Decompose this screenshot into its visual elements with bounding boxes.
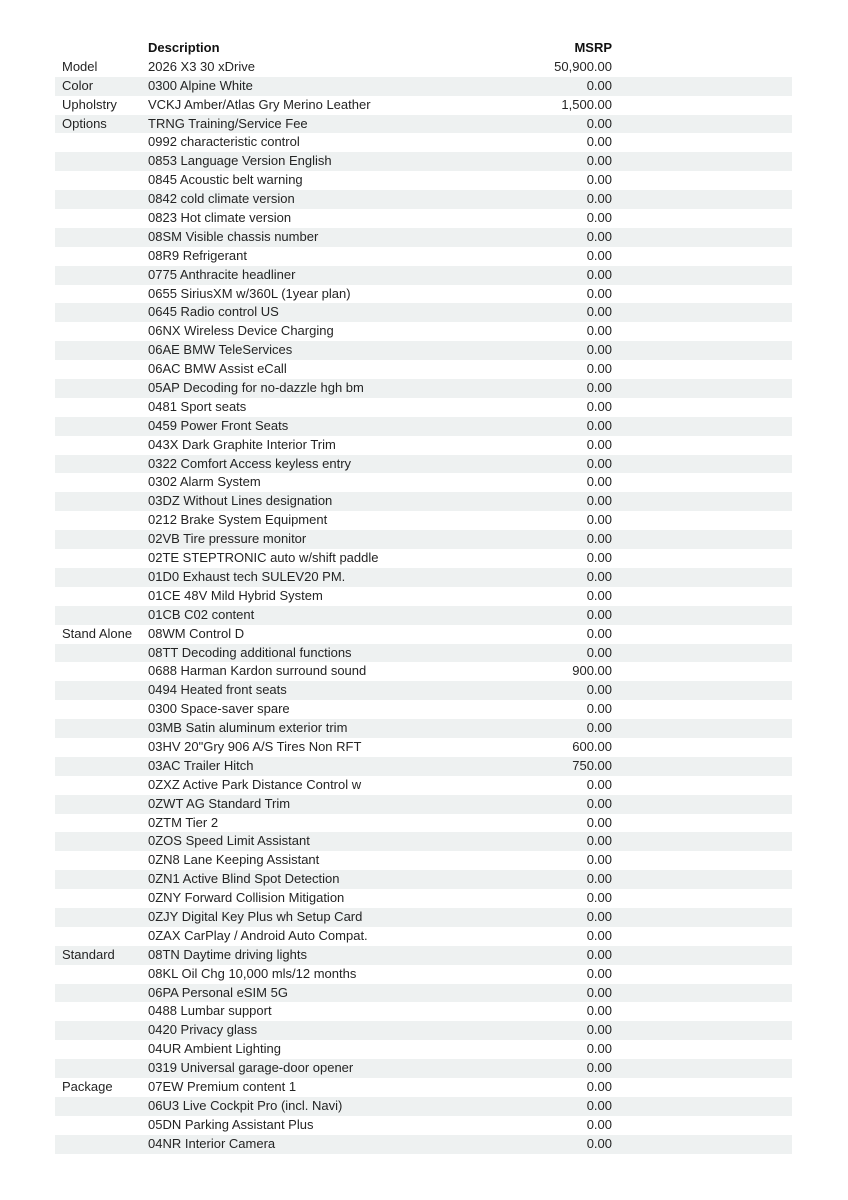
table-row [55, 700, 792, 719]
msrp-cell: 0.00 [586, 965, 612, 981]
table-row [55, 1059, 792, 1078]
msrp-cell: 0.00 [586, 531, 612, 547]
description-cell: 0300 Alpine White [148, 77, 253, 93]
category-cell: Upholstry [62, 96, 117, 112]
msrp-cell: 0.00 [586, 1135, 612, 1151]
category-cell [55, 133, 148, 152]
table-row [55, 776, 792, 795]
row-spacer [612, 322, 792, 341]
msrp-cell: 0.00 [586, 417, 612, 433]
table-body [55, 58, 792, 1154]
table-row [55, 644, 792, 663]
table-row [55, 511, 792, 530]
msrp-cell: 0.00 [586, 134, 612, 150]
category-cell [55, 1097, 148, 1116]
row-spacer [612, 889, 792, 908]
msrp-cell: 0.00 [586, 1097, 612, 1113]
description-cell: 06PA Personal eSIM 5G [148, 984, 288, 1000]
category-cell [55, 549, 148, 568]
msrp-cell: 0.00 [586, 871, 612, 887]
category-cell [55, 870, 148, 889]
category-cell [55, 436, 148, 455]
row-spacer [612, 530, 792, 549]
msrp-cell: 0.00 [586, 852, 612, 868]
table-row [55, 1078, 792, 1097]
category-cell [55, 455, 148, 474]
table-row [55, 1097, 792, 1116]
msrp-cell: 0.00 [586, 606, 612, 622]
category-cell [55, 398, 148, 417]
description-cell: 02VB Tire pressure monitor [148, 531, 307, 547]
category-cell [55, 209, 148, 228]
row-spacer [612, 908, 792, 927]
row-spacer [612, 662, 792, 681]
description-cell: 0300 Space-saver spare [148, 701, 290, 717]
row-spacer [612, 77, 792, 96]
table-row [55, 1040, 792, 1059]
msrp-cell: 750.00 [572, 757, 612, 773]
description-cell: 0494 Heated front seats [148, 682, 287, 698]
row-spacer [612, 360, 792, 379]
table-row [55, 946, 792, 965]
description-cell: 0992 characteristic control [148, 134, 300, 150]
msrp-cell: 50,900.00 [554, 58, 612, 74]
description-cell: VCKJ Amber/Atlas Gry Merino Leather [148, 96, 371, 112]
description-cell: 07EW Premium content 1 [148, 1078, 297, 1094]
table-row [55, 171, 792, 190]
category-cell [55, 360, 148, 379]
row-spacer [612, 946, 792, 965]
row-spacer [612, 984, 792, 1003]
description-cell: 0655 SiriusXM w/360L (1year plan) [148, 285, 351, 301]
msrp-cell: 0.00 [586, 115, 612, 131]
msrp-cell: 0.00 [586, 153, 612, 169]
row-spacer [612, 341, 792, 360]
row-spacer [612, 1116, 792, 1135]
msrp-cell: 0.00 [586, 984, 612, 1000]
category-cell [55, 511, 148, 530]
description-cell: 08R9 Refrigerant [148, 247, 247, 263]
row-spacer [612, 209, 792, 228]
category-cell [55, 341, 148, 360]
description-cell: 03AC Trailer Hitch [148, 757, 254, 773]
table-row [55, 379, 792, 398]
description-cell: 0845 Acoustic belt warning [148, 172, 303, 188]
row-spacer [612, 492, 792, 511]
table-row [55, 889, 792, 908]
description-cell: 0823 Hot climate version [148, 210, 292, 226]
table-row [55, 455, 792, 474]
msrp-cell: 0.00 [586, 682, 612, 698]
msrp-cell: 0.00 [586, 228, 612, 244]
table-row [55, 662, 792, 681]
row-spacer [612, 776, 792, 795]
table-row [55, 152, 792, 171]
row-spacer [612, 398, 792, 417]
table-row [55, 266, 792, 285]
msrp-cell: 0.00 [586, 436, 612, 452]
table-row [55, 870, 792, 889]
row-spacer [612, 1097, 792, 1116]
category-cell [55, 247, 148, 266]
row-spacer [612, 587, 792, 606]
description-cell: 05AP Decoding for no-dazzle hgh bm [148, 380, 364, 396]
table-row [55, 322, 792, 341]
category-cell [55, 757, 148, 776]
row-spacer [612, 266, 792, 285]
msrp-cell: 1,500.00 [561, 96, 612, 112]
category-cell [55, 417, 148, 436]
table-row [55, 757, 792, 776]
description-cell: 04UR Ambient Lighting [148, 1041, 281, 1057]
row-spacer [612, 719, 792, 738]
category-cell [55, 832, 148, 851]
msrp-cell: 0.00 [586, 191, 612, 207]
category-cell [55, 1116, 148, 1135]
category-cell [55, 681, 148, 700]
table-row [55, 303, 792, 322]
category-cell [55, 568, 148, 587]
msrp-cell: 0.00 [586, 172, 612, 188]
row-spacer [612, 1059, 792, 1078]
msrp-cell: 0.00 [586, 323, 612, 339]
row-spacer [612, 285, 792, 304]
msrp-cell: 0.00 [586, 833, 612, 849]
category-cell [55, 1040, 148, 1059]
msrp-cell: 0.00 [586, 625, 612, 641]
msrp-cell: 0.00 [586, 550, 612, 566]
table-row [55, 681, 792, 700]
description-cell: 06NX Wireless Device Charging [148, 323, 334, 339]
table-row [55, 1116, 792, 1135]
table-row [55, 436, 792, 455]
msrp-cell: 0.00 [586, 587, 612, 603]
msrp-cell: 0.00 [586, 644, 612, 660]
table-row [55, 96, 792, 115]
row-spacer [612, 133, 792, 152]
row-spacer [612, 58, 792, 77]
msrp-cell: 0.00 [586, 304, 612, 320]
description-cell: 01D0 Exhaust tech SULEV20 PM. [148, 568, 346, 584]
msrp-cell: 0.00 [586, 512, 612, 528]
category-cell [55, 776, 148, 795]
description-cell: 0ZWT AG Standard Trim [148, 795, 291, 811]
msrp-cell: 0.00 [586, 1060, 612, 1076]
category-cell [55, 984, 148, 1003]
row-spacer [612, 965, 792, 984]
description-cell: 0ZNY Forward Collision Mitigation [148, 890, 345, 906]
pricing-table [55, 39, 792, 1154]
row-spacer [612, 1078, 792, 1097]
msrp-cell: 0.00 [586, 701, 612, 717]
category-cell [55, 266, 148, 285]
description-cell: 02TE STEPTRONIC auto w/shift paddle [148, 550, 379, 566]
category-cell [55, 927, 148, 946]
row-spacer [612, 738, 792, 757]
description-cell: 08TN Daytime driving lights [148, 946, 307, 962]
category-cell [55, 1135, 148, 1154]
description-cell: 0ZN8 Lane Keeping Assistant [148, 852, 320, 868]
header-spacer [612, 39, 792, 58]
table-row [55, 1021, 792, 1040]
category-cell [55, 965, 148, 984]
table-row [55, 927, 792, 946]
category-cell: Package [62, 1078, 113, 1094]
row-spacer [612, 152, 792, 171]
category-cell [55, 473, 148, 492]
description-cell: TRNG Training/Service Fee [148, 115, 308, 131]
row-spacer [612, 436, 792, 455]
row-spacer [612, 832, 792, 851]
row-spacer [612, 625, 792, 644]
description-cell: 05DN Parking Assistant Plus [148, 1116, 314, 1132]
msrp-cell: 0.00 [586, 210, 612, 226]
category-cell [55, 662, 148, 681]
table-row [55, 965, 792, 984]
row-spacer [612, 190, 792, 209]
row-spacer [612, 228, 792, 247]
msrp-cell: 0.00 [586, 927, 612, 943]
msrp-cell: 0.00 [586, 493, 612, 509]
category-cell [55, 322, 148, 341]
description-cell: 0775 Anthracite headliner [148, 266, 296, 282]
msrp-cell: 0.00 [586, 908, 612, 924]
table-row [55, 398, 792, 417]
category-cell [55, 303, 148, 322]
table-row [55, 473, 792, 492]
description-cell: 0ZAX CarPlay / Android Auto Compat. [148, 927, 368, 943]
row-spacer [612, 795, 792, 814]
description-cell: 08KL Oil Chg 10,000 mls/12 months [148, 965, 357, 981]
header-category-cell [55, 39, 148, 58]
table-row [55, 190, 792, 209]
category-cell [55, 152, 148, 171]
row-spacer [612, 870, 792, 889]
table-row [55, 58, 792, 77]
category-cell [55, 379, 148, 398]
header-msrp-cell: MSRP [574, 40, 612, 55]
row-spacer [612, 681, 792, 700]
description-cell: 0322 Comfort Access keyless entry [148, 455, 352, 471]
category-cell [55, 530, 148, 549]
row-spacer [612, 1002, 792, 1021]
msrp-cell: 0.00 [586, 1116, 612, 1132]
description-cell: 08SM Visible chassis number [148, 228, 319, 244]
table-row [55, 549, 792, 568]
description-cell: 03MB Satin aluminum exterior trim [148, 720, 348, 736]
description-cell: 01CE 48V Mild Hybrid System [148, 587, 323, 603]
category-cell [55, 795, 148, 814]
msrp-cell: 0.00 [586, 814, 612, 830]
description-cell: 01CB C02 content [148, 606, 255, 622]
table-row [55, 360, 792, 379]
table-row [55, 209, 792, 228]
category-cell [55, 190, 148, 209]
description-cell: 0842 cold climate version [148, 191, 295, 207]
category-cell [55, 606, 148, 625]
row-spacer [612, 927, 792, 946]
category-cell: Color [62, 77, 94, 93]
category-cell [55, 587, 148, 606]
row-spacer [612, 511, 792, 530]
msrp-cell: 0.00 [586, 455, 612, 471]
msrp-cell: 600.00 [572, 738, 612, 754]
table-row [55, 228, 792, 247]
description-cell: 08TT Decoding additional functions [148, 644, 352, 660]
row-spacer [612, 700, 792, 719]
description-cell: 0319 Universal garage-door opener [148, 1060, 354, 1076]
description-cell: 06U3 Live Cockpit Pro (incl. Navi) [148, 1097, 343, 1113]
row-spacer [612, 417, 792, 436]
row-spacer [612, 171, 792, 190]
msrp-cell: 0.00 [586, 1022, 612, 1038]
description-cell: 043X Dark Graphite Interior Trim [148, 436, 336, 452]
category-cell: Model [62, 58, 98, 74]
row-spacer [612, 455, 792, 474]
table-row [55, 606, 792, 625]
table-row [55, 738, 792, 757]
category-cell [55, 228, 148, 247]
msrp-cell: 0.00 [586, 1003, 612, 1019]
description-cell: 0ZTM Tier 2 [148, 814, 219, 830]
row-spacer [612, 568, 792, 587]
category-cell [55, 1002, 148, 1021]
table-row [55, 851, 792, 870]
description-cell: 0420 Privacy glass [148, 1022, 258, 1038]
category-cell [55, 889, 148, 908]
msrp-cell: 0.00 [586, 795, 612, 811]
description-cell: 2026 X3 30 xDrive [148, 58, 255, 74]
category-cell [55, 814, 148, 833]
category-cell [55, 285, 148, 304]
description-cell: 0488 Lumbar support [148, 1003, 272, 1019]
description-cell: 0212 Brake System Equipment [148, 512, 328, 528]
category-cell [55, 492, 148, 511]
category-cell [55, 908, 148, 927]
category-cell: Standard [62, 946, 115, 962]
table-header [55, 39, 792, 58]
row-spacer [612, 303, 792, 322]
description-cell: 06AE BMW TeleServices [148, 342, 293, 358]
row-spacer [612, 115, 792, 134]
table-row [55, 719, 792, 738]
description-cell: 03HV 20"Gry 906 A/S Tires Non RFT [148, 738, 362, 754]
row-spacer [612, 473, 792, 492]
description-cell: 0459 Power Front Seats [148, 417, 289, 433]
description-cell: 06AC BMW Assist eCall [148, 361, 287, 377]
table-row [55, 417, 792, 436]
category-cell [55, 851, 148, 870]
msrp-cell: 0.00 [586, 474, 612, 490]
category-cell [55, 738, 148, 757]
row-spacer [612, 549, 792, 568]
description-cell: 0481 Sport seats [148, 398, 247, 414]
table-row [55, 984, 792, 1003]
description-cell: 0645 Radio control US [148, 304, 279, 320]
table-row [55, 568, 792, 587]
msrp-cell: 0.00 [586, 720, 612, 736]
description-cell: 0ZXZ Active Park Distance Control w [148, 776, 362, 792]
msrp-cell: 0.00 [586, 77, 612, 93]
msrp-cell: 0.00 [586, 342, 612, 358]
table-row [55, 832, 792, 851]
table-row [55, 1002, 792, 1021]
row-spacer [612, 606, 792, 625]
table-row [55, 814, 792, 833]
table-row [55, 625, 792, 644]
row-spacer [612, 96, 792, 115]
description-cell: 0853 Language Version English [148, 153, 332, 169]
table-row [55, 587, 792, 606]
description-cell: 04NR Interior Camera [148, 1135, 276, 1151]
msrp-cell: 0.00 [586, 380, 612, 396]
table-row [55, 492, 792, 511]
row-spacer [612, 247, 792, 266]
description-cell: 03DZ Without Lines designation [148, 493, 333, 509]
msrp-cell: 0.00 [586, 890, 612, 906]
msrp-cell: 0.00 [586, 1041, 612, 1057]
msrp-cell: 0.00 [586, 361, 612, 377]
table-row [55, 133, 792, 152]
row-spacer [612, 757, 792, 776]
msrp-cell: 0.00 [586, 1078, 612, 1094]
table-row [55, 530, 792, 549]
row-spacer [612, 1021, 792, 1040]
table-row [55, 115, 792, 134]
header-description-cell: Description [148, 40, 220, 55]
msrp-cell: 900.00 [572, 663, 612, 679]
table-row [55, 341, 792, 360]
row-spacer [612, 814, 792, 833]
table-row [55, 77, 792, 96]
table-row [55, 795, 792, 814]
description-cell: 0ZJY Digital Key Plus wh Setup Card [148, 908, 363, 924]
table-row [55, 285, 792, 304]
msrp-cell: 0.00 [586, 568, 612, 584]
description-cell: 08WM Control D [148, 625, 245, 641]
category-cell [55, 1059, 148, 1078]
description-cell: 0ZOS Speed Limit Assistant [148, 833, 310, 849]
row-spacer [612, 644, 792, 663]
category-cell [55, 171, 148, 190]
msrp-cell: 0.00 [586, 398, 612, 414]
msrp-cell: 0.00 [586, 776, 612, 792]
description-cell: 0302 Alarm System [148, 474, 261, 490]
row-spacer [612, 379, 792, 398]
row-spacer [612, 1040, 792, 1059]
category-cell [55, 700, 148, 719]
msrp-cell: 0.00 [586, 946, 612, 962]
table-row [55, 908, 792, 927]
category-cell: Options [62, 115, 107, 131]
table-row [55, 1135, 792, 1154]
category-cell [55, 1021, 148, 1040]
msrp-cell: 0.00 [586, 266, 612, 282]
msrp-cell: 0.00 [586, 247, 612, 263]
description-cell: 0ZN1 Active Blind Spot Detection [148, 871, 340, 887]
description-cell: 0688 Harman Kardon surround sound [148, 663, 367, 679]
msrp-cell: 0.00 [586, 285, 612, 301]
category-cell: Stand Alone [62, 625, 133, 641]
row-spacer [612, 1135, 792, 1154]
category-cell [55, 719, 148, 738]
row-spacer [612, 851, 792, 870]
table-row [55, 247, 792, 266]
category-cell [55, 644, 148, 663]
